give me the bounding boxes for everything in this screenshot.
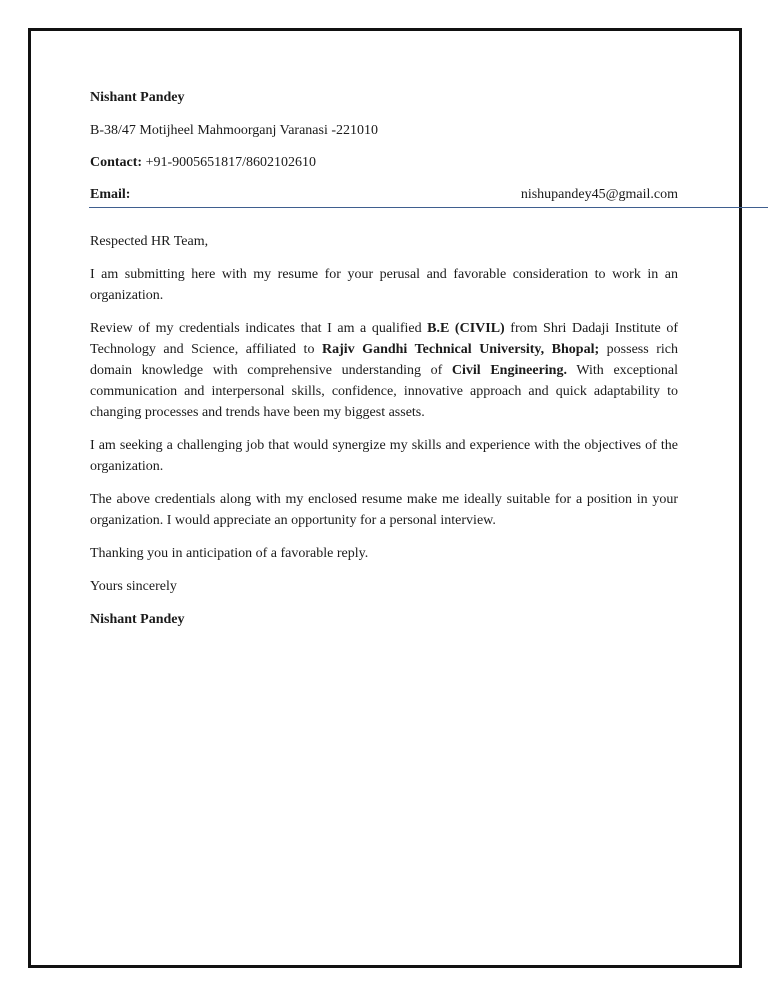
greeting: Respected HR Team,: [90, 234, 209, 249]
credentials-text-1: Review of my credentials indicates that I am a qualified: [90, 321, 428, 336]
closing: Yours sincerely: [90, 579, 177, 594]
credentials-text-4: With exceptional communication and interpersonal skills, confidence, innovative approach and quick adaptability to changing processes and trends have been my biggest assets.: [90, 363, 678, 420]
header-divider: [89, 207, 768, 208]
email-label: Email:: [90, 187, 131, 202]
paragraph-intro: I am submitting here with my resume for your perusal and favorable consideration to work in an organization.: [90, 267, 678, 303]
paragraph-thanks: Thanking you in anticipation of a favorable reply.: [90, 546, 369, 561]
paragraph-objective: I am seeking a challenging job that would synergize my skills and experience with the objectives of the organization.: [90, 438, 678, 474]
credentials-text-2: from Shri Dadaji Institute of Technology and Science, affiliated to: [90, 321, 678, 357]
credentials-text-3: possess rich domain knowledge with comprehensive understanding of: [90, 342, 678, 378]
email-value: nishupandey45@gmail.com: [520, 187, 678, 202]
sender-contact: [90, 152, 316, 173]
signature-name: Nishant Pandey: [90, 612, 185, 627]
sender-address: B-38/47 Motijheel Mahmoorganj Varanasi -221010: [90, 123, 378, 138]
contact-label: Contact:: [90, 155, 143, 170]
sender-name: Nishant Pandey: [90, 90, 185, 105]
paragraph-suitability: The above credentials along with my enclosed resume make me ideally suitable for a position in your organization. I would appreciate an opportunity for a personal interview.: [90, 492, 678, 528]
sender-email-row: [90, 184, 678, 205]
credentials-degree: B.E (CIVIL): [427, 321, 505, 336]
letter-body: [90, 231, 678, 642]
contact-value: +91-9005651817/8602102610: [142, 155, 317, 170]
credentials-university: Rajiv Gandhi Technical University, Bhopal;: [321, 342, 600, 357]
paragraph-credentials: [90, 318, 678, 423]
credentials-field: Civil Engineering.: [451, 363, 567, 378]
